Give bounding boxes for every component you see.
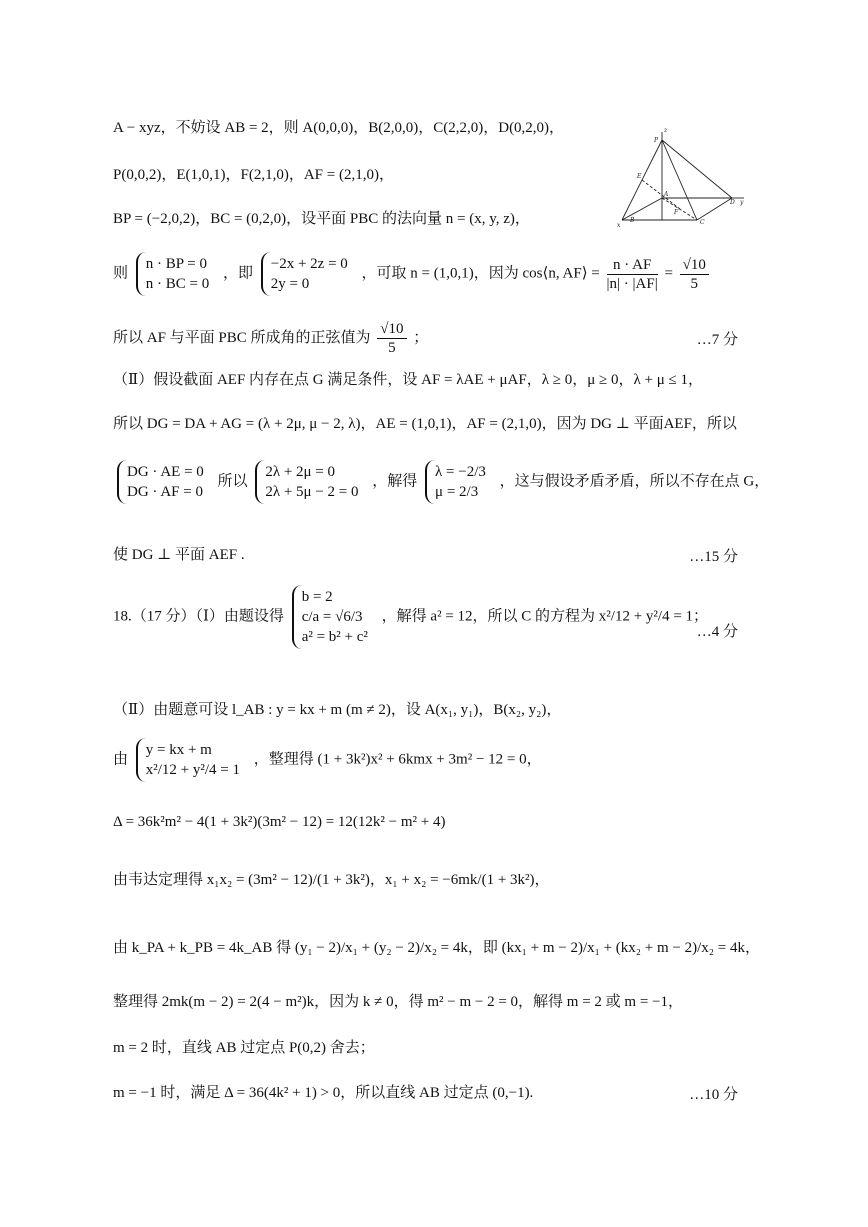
text-fragment: ，可取 n = (1,0,1)，因为 cos⟨n, AF⟩ = <box>361 265 604 282</box>
equation-system <box>255 460 364 504</box>
text-line-7: 所以 DG = DA + AG = (λ + 2μ, μ − 2, λ)，AE = (1,0,1)，AF = (2,1,0)，因为 DG ⊥ 平面AEF，所以 <box>113 416 737 432</box>
text-line-14: 由韦达定理得 x₁x₂ = (3m² − 12)/(1 + 3k²)，x₁ + x₂ = −6mk/(1 + 3k²)， <box>113 872 550 888</box>
fraction <box>607 256 658 293</box>
score-mark: …10 分 <box>689 1087 738 1103</box>
pyramid-figure <box>612 122 752 230</box>
score-mark: …15 分 <box>689 549 738 565</box>
equation-system <box>261 252 354 296</box>
equation: b = 2 <box>301 589 333 605</box>
text-line-13: Δ = 36k²m² − 4(1 + 3k²)(3m² − 12) = 12(12k² − m² + 4) <box>113 814 446 830</box>
label-y: y <box>740 199 744 206</box>
text-fragment: ，整理得 (1 + 3k²)x² + 6kmx + 3m² − 12 = 0， <box>253 751 542 768</box>
text-line-5 <box>113 320 428 357</box>
label-a: A <box>664 191 669 198</box>
numerator: n · AF <box>607 256 658 275</box>
text-fragment: ，即 <box>222 265 253 282</box>
equation-system <box>136 738 246 782</box>
label-e: E <box>637 173 642 180</box>
equation: 2y = 0 <box>270 276 310 292</box>
equation-system <box>292 585 374 649</box>
label-z: z <box>664 127 668 134</box>
equation-system <box>117 460 210 504</box>
text-line-17: m = 2 时，直线 AB 过定点 P(0,2) 舍去； <box>113 1040 375 1056</box>
equation-system <box>136 252 215 296</box>
equation: DG · AF = 0 <box>127 484 203 500</box>
label-x: x <box>617 222 621 229</box>
equation: μ = 2/3 <box>435 484 479 500</box>
text-fragment: ，解得 <box>372 473 418 490</box>
text-line-16: 整理得 2mk(m − 2) = 2(4 − m²)k，因为 k ≠ 0，得 m² − m − 2 = 0，解得 m = 2 或 m = −1， <box>113 994 684 1010</box>
text-line-1: A − xyz，不妨设 AB = 2，则 A(0,0,0)，B(2,0,0)，C(2,2,0)，D(0,2,0)， <box>113 120 565 136</box>
text-line-6: （Ⅱ）假设截面 AEF 内存在点 G 满足条件，设 AF = λAE + μAF，λ ≥ 0，μ ≥ 0，λ + μ ≤ 1， <box>113 372 703 388</box>
text-line-15: 由 k_PA + k_PB = 4k_AB 得 (y₁ − 2)/x₁ + (y₂ − 2)/x₂ = 4k，即 (kx₁ + m − 2)/x₁ + (kx₂ + m − 2)/x₂ = 4k， <box>113 940 760 956</box>
text-line-3: BP = (−2,0,2)，BC = (0,2,0)，设平面 PBC 的法向量 n = (x, y, z)， <box>113 211 530 227</box>
score-mark: …4 分 <box>696 624 738 640</box>
label-p: P <box>654 137 659 144</box>
text-fragment: 由 <box>113 751 129 768</box>
label-d: D <box>730 199 735 206</box>
equation: y = kx + m <box>145 742 212 758</box>
text-fragment: 所以 AF 与平面 PBC 所成角的正弦值为 <box>113 329 371 346</box>
label-c: C <box>700 219 705 226</box>
text-line-8 <box>113 460 769 504</box>
text-fragment: = <box>664 265 677 282</box>
equation: c/a = √6/3 <box>301 609 363 625</box>
numerator: √10 <box>680 256 709 275</box>
text-line-10 <box>113 585 708 649</box>
equation: DG · AE = 0 <box>127 464 204 480</box>
label-b: B <box>630 217 635 224</box>
text-fragment: ，解得 a² = 12，所以 C 的方程为 x²/12 + y²/4 = 1； <box>381 608 709 625</box>
equation: x²/12 + y²/4 = 1 <box>145 762 241 778</box>
equation: n · BC = 0 <box>145 276 210 292</box>
text-line-4 <box>113 252 712 296</box>
equation: 2λ + 2μ = 0 <box>265 464 336 480</box>
denominator: 5 <box>690 275 699 292</box>
text-line-12 <box>113 738 542 782</box>
equation: λ = −2/3 <box>435 464 486 480</box>
denominator: 5 <box>388 340 396 356</box>
label-f: F <box>674 209 679 216</box>
equation: −2x + 2z = 0 <box>270 256 348 272</box>
equation: n · BP = 0 <box>145 256 208 272</box>
text-fragment: 则 <box>113 265 129 282</box>
text-fragment: 所以 <box>217 473 248 490</box>
equation: 2λ + 5μ − 2 = 0 <box>265 484 359 500</box>
equation: a² = b² + c² <box>301 629 368 645</box>
text-line-2: P(0,0,2)，E(1,0,1)，F(2,1,0)，AF = (2,1,0)， <box>113 167 394 183</box>
text-fragment: ； <box>413 329 429 346</box>
text-line-11: （Ⅱ）由题意可设 l_AB : y = kx + m (m ≠ 2)，设 A(x₁, y₁)，B(x₂, y₂)， <box>113 702 562 718</box>
score-mark: …7 分 <box>696 332 738 348</box>
fraction <box>377 320 406 357</box>
text-line-18: m = −1 时，满足 Δ = 36(4k² + 1) > 0，所以直线 AB 过定点 (0,−1). <box>113 1085 534 1101</box>
fraction <box>680 256 709 293</box>
text-line-9: 使 DG ⊥ 平面 AEF . <box>113 547 245 563</box>
text-fragment: 18.（17 分）（Ⅰ）由题设得 <box>113 608 284 625</box>
numerator: √10 <box>377 320 406 339</box>
equation-system <box>425 460 492 504</box>
text-fragment: ，这与假设矛盾矛盾，所以不存在点 G， <box>499 473 770 490</box>
denominator: |n| · |AF| <box>606 275 658 292</box>
